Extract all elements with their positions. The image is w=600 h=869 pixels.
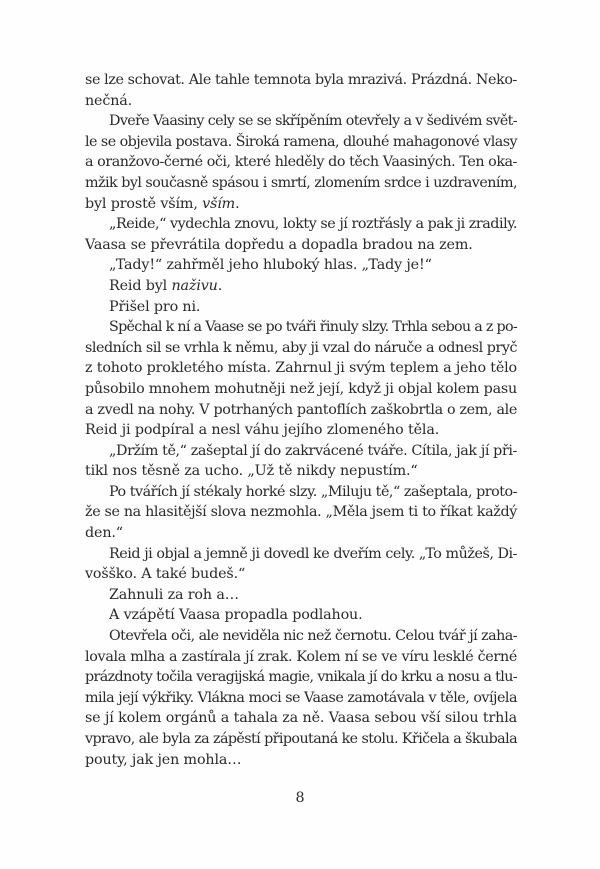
line-text: „Reide,“ vydechla znovu, lokty se jí roztřásly a pak ji zradily. — [109, 216, 517, 233]
text-line — [85, 667, 517, 688]
line-text: nečná. — [85, 92, 133, 109]
line-text: pouty, jak jen mohla… — [85, 751, 242, 768]
line-text: Reid byl — [109, 277, 172, 294]
text-line — [85, 708, 517, 729]
line-text: vošško. A také budeš.“ — [85, 566, 246, 583]
line-punctuation: . — [235, 195, 240, 212]
text-line — [85, 317, 517, 338]
line-text: Reid ji podpíral a nesl váhu jejího zlomeného těla. — [85, 422, 440, 439]
text-line — [85, 461, 517, 482]
text-line — [85, 441, 517, 462]
line-text: le se objevila postava. Široká ramena, dlouhé mahagonové vlasy — [85, 133, 517, 150]
line-punctuation: . — [217, 277, 223, 294]
text-line — [85, 420, 517, 441]
line-text: „Držím tě,“ zašeptal jí do zakrvácené tváře. Cítila, jak jí při- — [109, 442, 517, 459]
emphasized-word: naživu — [171, 277, 218, 294]
line-text: Přišel pro ni. — [109, 298, 201, 315]
text-line — [85, 338, 517, 359]
text-line — [85, 132, 517, 153]
line-text: sledních sil se vrhla k němu, aby ji vzal do náruče a odnesl pryč — [85, 339, 517, 356]
line-text: že se na hlasitější slova nezmohla. „Měla jsem ti to říkat každý — [85, 504, 517, 521]
text-line — [85, 276, 517, 297]
line-text: prázdnoty točila veragijská magie, vnikala jí do krku a nosu a tlu- — [85, 669, 517, 686]
page-number: 8 — [295, 790, 305, 806]
text-line — [85, 255, 517, 276]
text-line — [85, 585, 517, 606]
text-line — [85, 70, 517, 91]
line-text: A vzápětí Vaasa propadla podlahou. — [109, 607, 363, 624]
line-text: mila její výkřiky. Vlákna moci se Vaase zamotávala v těle, ovíjela — [85, 689, 517, 706]
text-line — [85, 750, 517, 771]
line-text: se lze schovat. Ale tahle temnota byla mrazivá. Prázdná. Neko- — [85, 72, 517, 88]
line-text: Zahnuli za roh a… — [109, 586, 239, 603]
text-line — [85, 688, 517, 709]
line-text: byl prostě vším, — [85, 195, 203, 212]
text-line — [85, 194, 517, 215]
text-line — [85, 235, 517, 256]
text-line — [85, 152, 517, 173]
text-line — [85, 214, 517, 235]
emphasized-word: vším — [202, 195, 236, 212]
line-text: „Tady!“ zahřměl jeho hluboký hlas. „Tady je!“ — [109, 257, 432, 274]
line-text: lovala mlha a zastírala jí zrak. Kolem ní se ve víru lesklé černé — [85, 648, 517, 665]
text-line — [85, 605, 517, 626]
line-text: z tohoto prokletého místa. Zahrnul ji svým teplem a jeho tělo — [85, 360, 517, 377]
text-line — [85, 400, 517, 421]
line-text: Otevřela oči, ale neviděla nic než černotu. Celou tvář jí zaha- — [109, 628, 517, 645]
line-text: den.“ — [85, 525, 123, 542]
line-text: Spěchal k ní a Vaase se po tváři řinuly slzy. Trhla sebou a z po- — [109, 319, 517, 336]
text-line — [85, 544, 517, 565]
line-text: a oranžovo-černé oči, které hleděly do těch Vaasiných. Ten oka- — [85, 154, 517, 171]
text-line — [85, 523, 517, 544]
text-line — [85, 91, 517, 112]
line-text: Dveře Vaasiny cely se se skřípěním otevřely a v šedivém svět- — [109, 113, 517, 130]
line-text: vpravo, ale byla za zápěstí připoutaná ke stolu. Křičela a škubala — [85, 731, 517, 747]
line-text: tikl nos těsně za ucho. „Už tě nikdy nepustím.“ — [85, 463, 418, 480]
line-text: Vaasa se převrátila dopředu a dopadla bradou na zem. — [85, 236, 473, 253]
text-line — [85, 111, 517, 132]
text-line — [85, 297, 517, 318]
text-line — [85, 647, 517, 668]
line-text: Reid ji objal a jemně ji dovedl ke dveřím cely. „To můžeš, Di- — [109, 545, 517, 562]
text-line — [85, 482, 517, 503]
line-text: mžik byl současně spásou i smrtí, zlomením srdce i uzdravením, — [85, 174, 517, 191]
line-text: se jí kolem orgánů a tahala za ně. Vaasa sebou vší silou trhla — [85, 710, 517, 727]
line-text: Po tvářích jí stékaly horké slzy. „Miluju tě,“ zašeptala, proto- — [109, 483, 517, 500]
text-line — [85, 626, 517, 647]
line-text: působilo mnohem mohutněji než její, když ji objal kolem pasu — [85, 380, 517, 397]
text-line — [85, 173, 517, 194]
text-line — [85, 358, 517, 379]
text-line — [85, 729, 517, 750]
text-line — [85, 564, 517, 585]
text-line — [85, 379, 517, 400]
body-text — [85, 70, 517, 770]
line-text: a zvedl na nohy. V potrhaných pantoflích zaškobrtla o zem, ale — [85, 401, 517, 418]
text-line — [85, 502, 517, 523]
